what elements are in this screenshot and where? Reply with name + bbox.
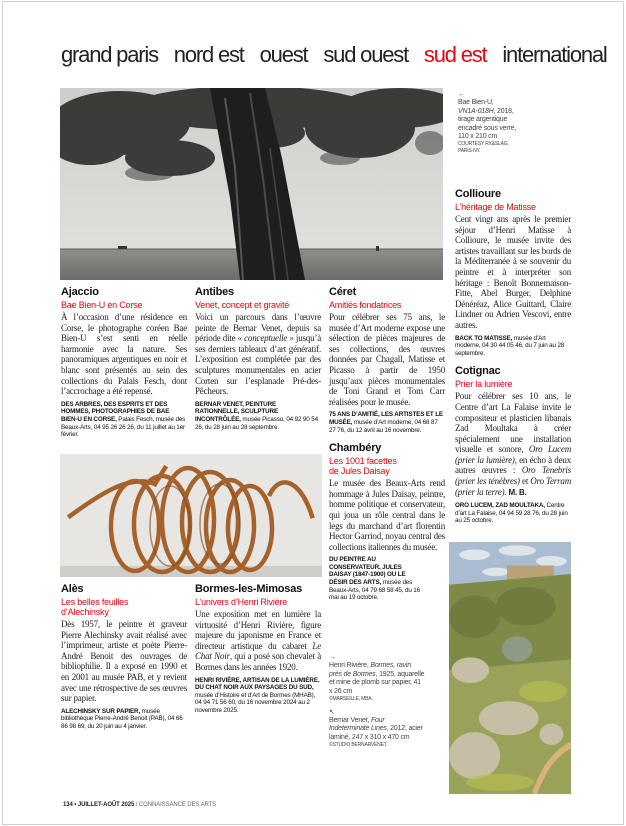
article-bormes [195, 583, 321, 715]
issue-date: JUILLET-AOÛT 2025 [77, 802, 135, 808]
article-body: Le musée des Beaux-Arts rend hommage à Jules Daisay, peintre, homme politique et conservateur, qui joua un rôle central dans le legs du marchand d’art florentin Hector Garriod, noyau central des collections italiennes du musée. [329, 478, 445, 552]
article-subtitle: Les belles feuilles d’Alechinsky [61, 597, 129, 617]
article-body: Pour célébrer ses 75 ans, le musée d’Art moderne expose une sélection de pièces majeures de ses collections, des œuvres données par Chagall, Matisse et Picasso à partir de 1950 jusqu’aux pièces monumentales de Toni Grand et Tom Carr réalisées pour le musée. [329, 312, 445, 407]
nav-sud-est[interactable]: sud est [423, 42, 487, 67]
sculpture-caption: ↖ Bernar Venet, Four Indeterminate Lines, 2012, acier laminé, 247 x 310 x 470 cm ©STUDIO BERNARVENET. [329, 709, 425, 749]
article-city: Bormes-les-Mimosas [195, 583, 303, 595]
article-info: HENRI RIVIÈRE, ARTISAN DE LA LUMIÈRE. DU CHAT NOIR AUX PAYSAGES DU SUD, musée d’Histoire et d’Art de Bormes (MHAB), 04 94 71 56 60, du 16 novembre 2024 au 2 novembre 2025. [195, 676, 320, 714]
nav-ouest[interactable]: ouest [259, 42, 308, 67]
article-body: Pour célébrer ses 10 ans, le Centre d’art La Falaise invite le compositeur et plasticien libanais Zad Moultaka à créer spécialement une installation visuelle et sonore, Oro Lucem (prier la lumière), en écho à deux autres œuvres : Oro Tenebris (prier les ténèbres) et Oro Terram (prier la terre). M. B. [455, 391, 571, 497]
article-info: BERNAR VENET, PEINTURE RATIONNELLE, SCULPTURE INCONTRÔLÉE, musée Picasso, 04 92 90 54 26, du 28 juin au 28 septembre. [195, 400, 318, 431]
article-info: 75 ANS D’AMITIÉ, LES ARTISTES ET LE MUSÉE, musée d’Art moderne, 04 68 87 27 76, du 12 avril au 16 novembre. [329, 411, 443, 434]
article-subtitle: Venet, concept et gravité [195, 300, 290, 310]
article-subtitle: Bae Bien-U en Corse [61, 300, 143, 310]
article-city: Chambéry [329, 442, 382, 455]
article-subtitle: Prier la lumière [455, 379, 513, 390]
article-info: DU PEINTRE AU CONSERVATEUR, JULES DAISAY (1847-1900) OU LE DÉSIR DES ARTS, musée des Beaux-Arts, 04 79 68 58 45, du 16 mai au 19 octobre. [329, 556, 420, 602]
article-ales [61, 583, 187, 731]
sculpture-photo-art [60, 454, 322, 577]
article-subtitle: L’univers d’Henri Rivière [195, 597, 288, 607]
article-subtitle: Les 1001 facettes de Jules Daisay [329, 456, 397, 477]
corten-spiral-sculpture [60, 454, 322, 577]
article-info: ORO LUCEM, ZAD MOULTAKA, Centre d’art La Falaise, 04 94 59 28 76, du 28 juin au 25 octobre. [455, 502, 568, 525]
article-subtitle: Amitiés fondatrices [329, 300, 402, 310]
lower-captions [329, 654, 425, 749]
tree-photograph [60, 88, 443, 280]
article-body: Dès 1957, le peintre et graveur Pierre Alechinsky avait réalisé avec l’imprimeur, artiste et poète Pierre-André Benoit des ouvrages de bibliophilie. Il a exposé en 1990 et en 2001 au musée PAB, et y revient avec une rétrospective de ses œuvres sur papier. [61, 619, 187, 704]
article-city: Ajaccio [61, 286, 99, 298]
tree-photo-art [60, 88, 443, 280]
article-body: Voici un parcours dans l’œuvre peinte de Bernar Venet, depuis sa période dite « conceptuelle » jusqu’à ses derniers tableaux d’art génératif. L’exposition est complétée par des sculptures monumentales en acier Corten sur l’esplanade Pré-des-Pêcheurs. [195, 312, 321, 397]
arrow-up-left-icon: ↖ [329, 708, 335, 716]
article-city: Cotignac [455, 365, 501, 378]
article-city: Céret [329, 286, 357, 298]
nav-grand-paris[interactable]: grand paris [61, 42, 158, 67]
article-body: Une exposition met en lumière la virtuosité d’Henri Rivière, figure majeure du japonisme en France et directeur artistique du cabaret Le Chat Noir, qui a posé son chevalet à Bormes dans les années 1920. [195, 609, 321, 672]
page-footer: 134 • JUILLET-AOÛT 2025 / CONNAISSANCE DES ARTS [63, 802, 217, 808]
painting-caption: → Henri Rivière, Bormes, ravin près de Bormes, 1925, aquarelle et mine de plomb sur papier, 41 x 26 cm ©MARSEILLE, MBA. [329, 654, 425, 703]
article-info: ALECHINSKY SUR PAPIER, musée bibliothèque Pierre-André Benoit (PAB), 04 66 86 98 69, du 20 juin au 4 janvier. [61, 707, 183, 730]
article-city: Antibes [195, 286, 234, 298]
article-city: Alès [61, 583, 84, 595]
landscape-painting [449, 542, 571, 794]
article-body: À l’occasion d’une résidence en Corse, le photographe coréen Bae Bien-U s’est senti en réelle harmonie avec la nature. Ses panoramiques argentiques en noir et blanc sont présentés au sein des collections du Palais Fesch, dont l’accrochage a été repensé. [61, 312, 187, 397]
arrow-left-icon: ← [458, 91, 465, 98]
article-info: BACK TO MATISSE, musée d’Art moderne, 04 30 44 05 46, du 7 juin au 28 septembre. [455, 334, 565, 357]
article-antibes [195, 286, 321, 431]
article-subtitle: L’héritage de Matisse [455, 202, 536, 212]
tree-photo-caption: ← Bae Bien-U, VN1A-018H, 2018, tirage argentique encadré sous verre, 110 x 210 cm COURTESY RX&SLAG, PARIS-NY. [458, 91, 568, 154]
painting-art [449, 542, 571, 794]
page-number: 134 [63, 802, 73, 808]
section-nav [61, 42, 618, 68]
nav-nord-est[interactable]: nord est [173, 42, 244, 67]
magazine-name: / CONNAISSANCE DES ARTS [134, 802, 217, 808]
author-signature: M. B. [506, 487, 527, 497]
nav-sud-ouest[interactable]: sud ouest [323, 42, 408, 67]
nav-international[interactable]: international [502, 42, 607, 67]
article-info: DES ARBRES, DES ESPRITS ET DES HOMMES, PHOTOGRAPHIES DE BAE BIEN-U EN CORSE, Palais Fesch, musée des Beaux-Arts, 04 95 26 26 26, du 11 juillet au 1er février. [61, 400, 186, 439]
arrow-right-icon: → [329, 654, 336, 661]
column-ceret-chambery [329, 286, 445, 602]
article-city: Collioure [455, 188, 501, 200]
article-body: Cent vingt ans après le premier séjour d’Henri Matisse à Collioure, le musée invite des artistes travaillant sur les bords de la Méditerranée à se souvenir du peintre et à interpréter son héritage : Benoît Bonnemaison-Fitte, Abel Burger, Delphine Dénéréaz, Alice Guittard, Claire Lindner ou Adrien Vescovi, entre autres. [455, 214, 571, 330]
article-ajaccio [61, 286, 187, 439]
magazine-page [2, 1, 624, 825]
column-collioure-cotignac [455, 188, 571, 525]
